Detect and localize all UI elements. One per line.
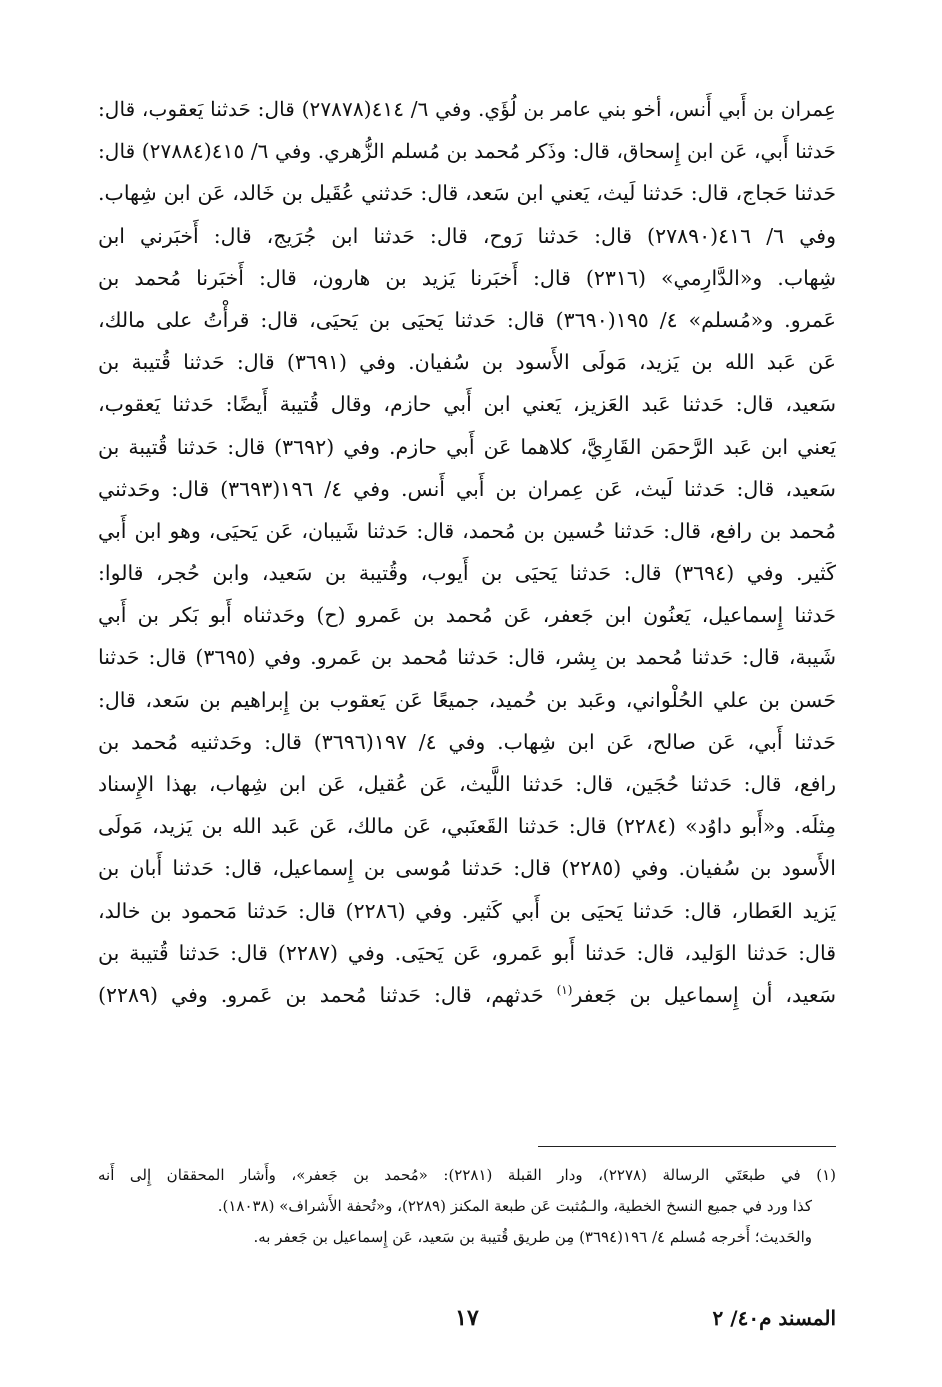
footnote-line: والحَديث؛ أَخرجه مُسلم ٤/ ١٩٦(٣٦٩٤) مِن طريق قُتيبة بن سَعيد، عَن إِسماعيل بن جَعفر به. [253, 1228, 812, 1246]
text-line: كَثير. وفي (٣٦٩٤) قال: حَدثنا يَحيَى بن أَيوب، وقُتيبة بن سَعيد، وابن حُجر، قالوا: [98, 561, 836, 586]
text-line-last [98, 974, 836, 1016]
footnote-reference-marker[interactable]: (١) [556, 983, 573, 998]
footnote-separator-rule [538, 1146, 836, 1147]
text-line: عَمرو. و«مُسلم» ٤/ ١٩٥(٣٦٩٠) قال: حَدثنا يَحيَى بن يَحيَى، قال: قرأْتُ على مالك، [98, 307, 836, 332]
text-line: يَزيد العَطار، قال: حَدثنا يَحيَى بن أَبي كَثير. وفي (٢٢٨٦) قال: حَدثنا مَحمود بن خالد، [98, 898, 836, 923]
last-line-start: سَعيد، أن إِسماعيل بن جَعفر [572, 982, 836, 1007]
text-line: سَعيد، قال: حَدثنا لَيث، عَن عِمران بن أَبي أَنس. وفي ٤/ ١٩٦(٣٦٩٣) قال: وحَدثني [98, 476, 836, 501]
last-line-end: حَدثهم، قال: حَدثنا مُحمد بن عَمرو. وفي (٢٢٨٩) [98, 982, 557, 1007]
text-line: سَعيد، قال: حَدثنا عَبد العَزيز، يَعني ابن أَبي حازم، وقال قُتيبة أَيضًا: حَدثنا يَعقوب، [98, 392, 836, 417]
text-line: قال: حَدثنا الوَليد، قال: حَدثنا أَبو عَمرو، عَن يَحيَى. وفي (٢٢٨٧) قال: حَدثنا قُتيبة بن [98, 940, 836, 965]
text-line: عِمران بن أَبي أَنس، أخو بني عامر بن لُؤَي. وفي ٦/ ٤١٤(٢٧٨٧٨) قال: حَدثنا يَعقوب، قال: [98, 97, 836, 121]
text-line: وفي ٦/ ٤١٦(٢٧٨٩٠) قال: حَدثنا رَوح، قال: حَدثنا ابن جُرَيج، قال: أَخبَرني ابن [98, 223, 836, 248]
footnote-line: كذا ورد في جميع النسخ الخطية، والـمُثبت عَن طبعة المكنز (٢٢٨٩)، و«تُحفة الأَشراف» (١٨٠٣٨). [217, 1197, 812, 1215]
text-line: شَيبة، قال: حَدثنا مُحمد بن بِشر، قال: حَدثنا مُحمد بن عَمرو. وفي (٣٦٩٥) قال: حَدثنا [98, 645, 836, 670]
text-line: شِهاب. و«الدَّارِمي» (٢٣١٦) قال: أَخبَرنا يَزيد بن هارون، قال: أَخبَرنا مُحمد بن [98, 265, 836, 290]
text-line: الأَسود بن سُفيان. وفي (٢٢٨٥) قال: حَدثنا مُوسى بن إِسماعيل، قال: حَدثنا أَبان بن [98, 856, 836, 881]
page-number: ١٧ [455, 1305, 479, 1331]
main-text-body [98, 88, 836, 1016]
footnote-line: (١) في طبعَتَي الرسالة (٢٢٧٨)، ودار القبلة (٢٢٨١): «مُحمد بن جَعفر»، وأَشار المحققان إِلى أَنه [98, 1166, 836, 1184]
text-line: حَدثنا أَبي، عَن صالح، عَن ابن شِهاب. وفي ٤/ ١٩٧(٣٦٩٦) قال: وحَدثنيه مُحمد بن [98, 729, 836, 754]
text-line: حَسن بن علي الحُلْواني، وعَبد بن حُميد، جميعًا عَن يَعقوب بن إِبراهيم بن سَعد، قال: [98, 687, 836, 712]
text-line: مُحمد بن رافع، قال: حَدثنا حُسين بن مُحمد، قال: حَدثنا شَيبان، عَن يَحيَى، وهو ابن أَبي [98, 518, 836, 543]
page-footer [98, 1298, 836, 1338]
volume-reference: المسند م٤٠/ ٢ [712, 1306, 836, 1330]
text-line: مِثلَه. و«أَبو داوُد» (٢٢٨٤) قال: حَدثنا القَعنَبي، عَن مالك، عَن عَبد الله بن يَزيد، مَولَى [98, 814, 836, 839]
text-line: يَعني ابن عَبد الرَّحمَن القَارِيَّ، كلاهما عَن أَبي حازم. وفي (٣٦٩٢) قال: حَدثنا قُتيبة بن [98, 434, 836, 459]
text-line: حَدثنا حَجاج، قال: حَدثنا لَيث، يَعني ابن سَعد، قال: حَدثني عُقَيل بن خَالد، عَن ابن شِهاب. [98, 181, 836, 206]
footnotes-section [98, 1160, 836, 1253]
text-line: حَدثنا إِسماعيل، يَعنُون ابن جَعفر، عَن مُحمد بن عَمرو (ح) وحَدثناه أَبو بَكر بن أَبي [98, 603, 836, 628]
text-line: رافع، قال: حَدثنا حُجَين، قال: حَدثنا اللَّيث، عَن عُقيل، عَن ابن شِهاب، بهذا الإِسناد [98, 772, 836, 796]
text-line: حَدثنا أَبي، عَن ابن إِسحاق، قال: وذَكر مُحمد بن مُسلم الزُّهري. وفي ٦/ ٤١٥(٢٧٨٨٤) قال: [98, 139, 836, 164]
text-line: عَن عَبد الله بن يَزيد، مَولَى الأَسود بن سُفيان. وفي (٣٦٩١) قال: حَدثنا قُتيبة بن [98, 350, 836, 375]
